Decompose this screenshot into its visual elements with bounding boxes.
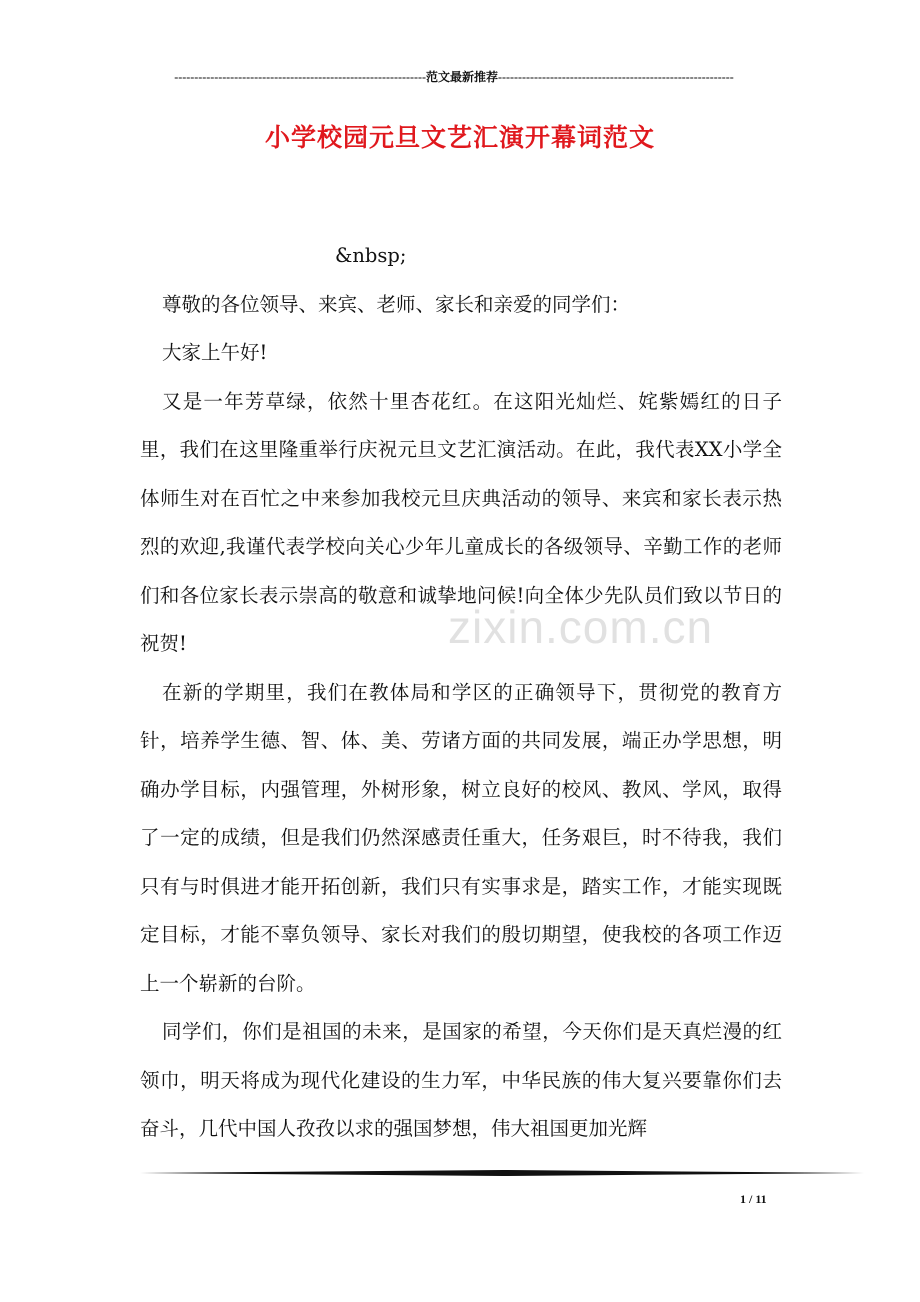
document-title: 小学校园元旦文艺汇演开幕词范文 [264, 123, 655, 152]
page-header: ---------------------------------------------------------------范文最新推荐----------------------------------------------------------- [174, 70, 734, 84]
footer-divider [140, 1170, 864, 1176]
body-paragraph: 在新的学期里，我们在教体局和学区的正确领导下，贯彻党的教育方针，培养学生德、智、体、美、劳诸方面的共同发展，端正办学思想，明确办学目标，内强管理，外树形象，树立良好的校风、教风、学风，取得了一定的成绩，但是我们仍然深感责任重大，任务艰巨，时不待我，我们只有与时俱进才能开拓创新，我们只有实事求是，踏实工作，才能实现既定目标，才能不辜负领导、家长对我们的殷切期望，使我校的各项工作迈上一个崭新的台阶。 [140, 680, 782, 995]
watermark: zixin.com.cn [448, 601, 714, 653]
body-paragraph: 大家上午好! [162, 341, 268, 364]
body-paragraph: 尊敬的各位领导、来宾、老师、家长和亲爱的同学们： [162, 292, 631, 316]
document-body [140, 232, 782, 1154]
body-paragraph: &nbsp; [335, 244, 407, 267]
body-paragraph: 同学们，你们是祖国的未来，是国家的希望，今天你们是天真烂漫的红领巾，明天将成为现代化建设的生力军，中华民族的伟大复兴要靠你们去奋斗，几代中国人孜孜以求的强国梦想，伟大祖国更加光辉 [140, 1020, 782, 1140]
body-paragraph: 又是一年芳草绿，依然十里杏花红。在这阳光灿烂、姹紫嫣红的日子里，我们在这里隆重举行庆祝元旦文艺汇演活动。在此，我代表XX小学全体师生对在百忙之中来参加我校元旦庆典活动的领导、来宾和家长表示热烈的欢迎,我谨代表学校向关心少年儿童成长的各级领导、辛勤工作的老师们和各位家长表示崇高的敬意和诚挚地问候!向全体少先队员们致以节日的祝贺! [140, 389, 782, 655]
page-number: 1 / 11 [740, 1192, 767, 1206]
